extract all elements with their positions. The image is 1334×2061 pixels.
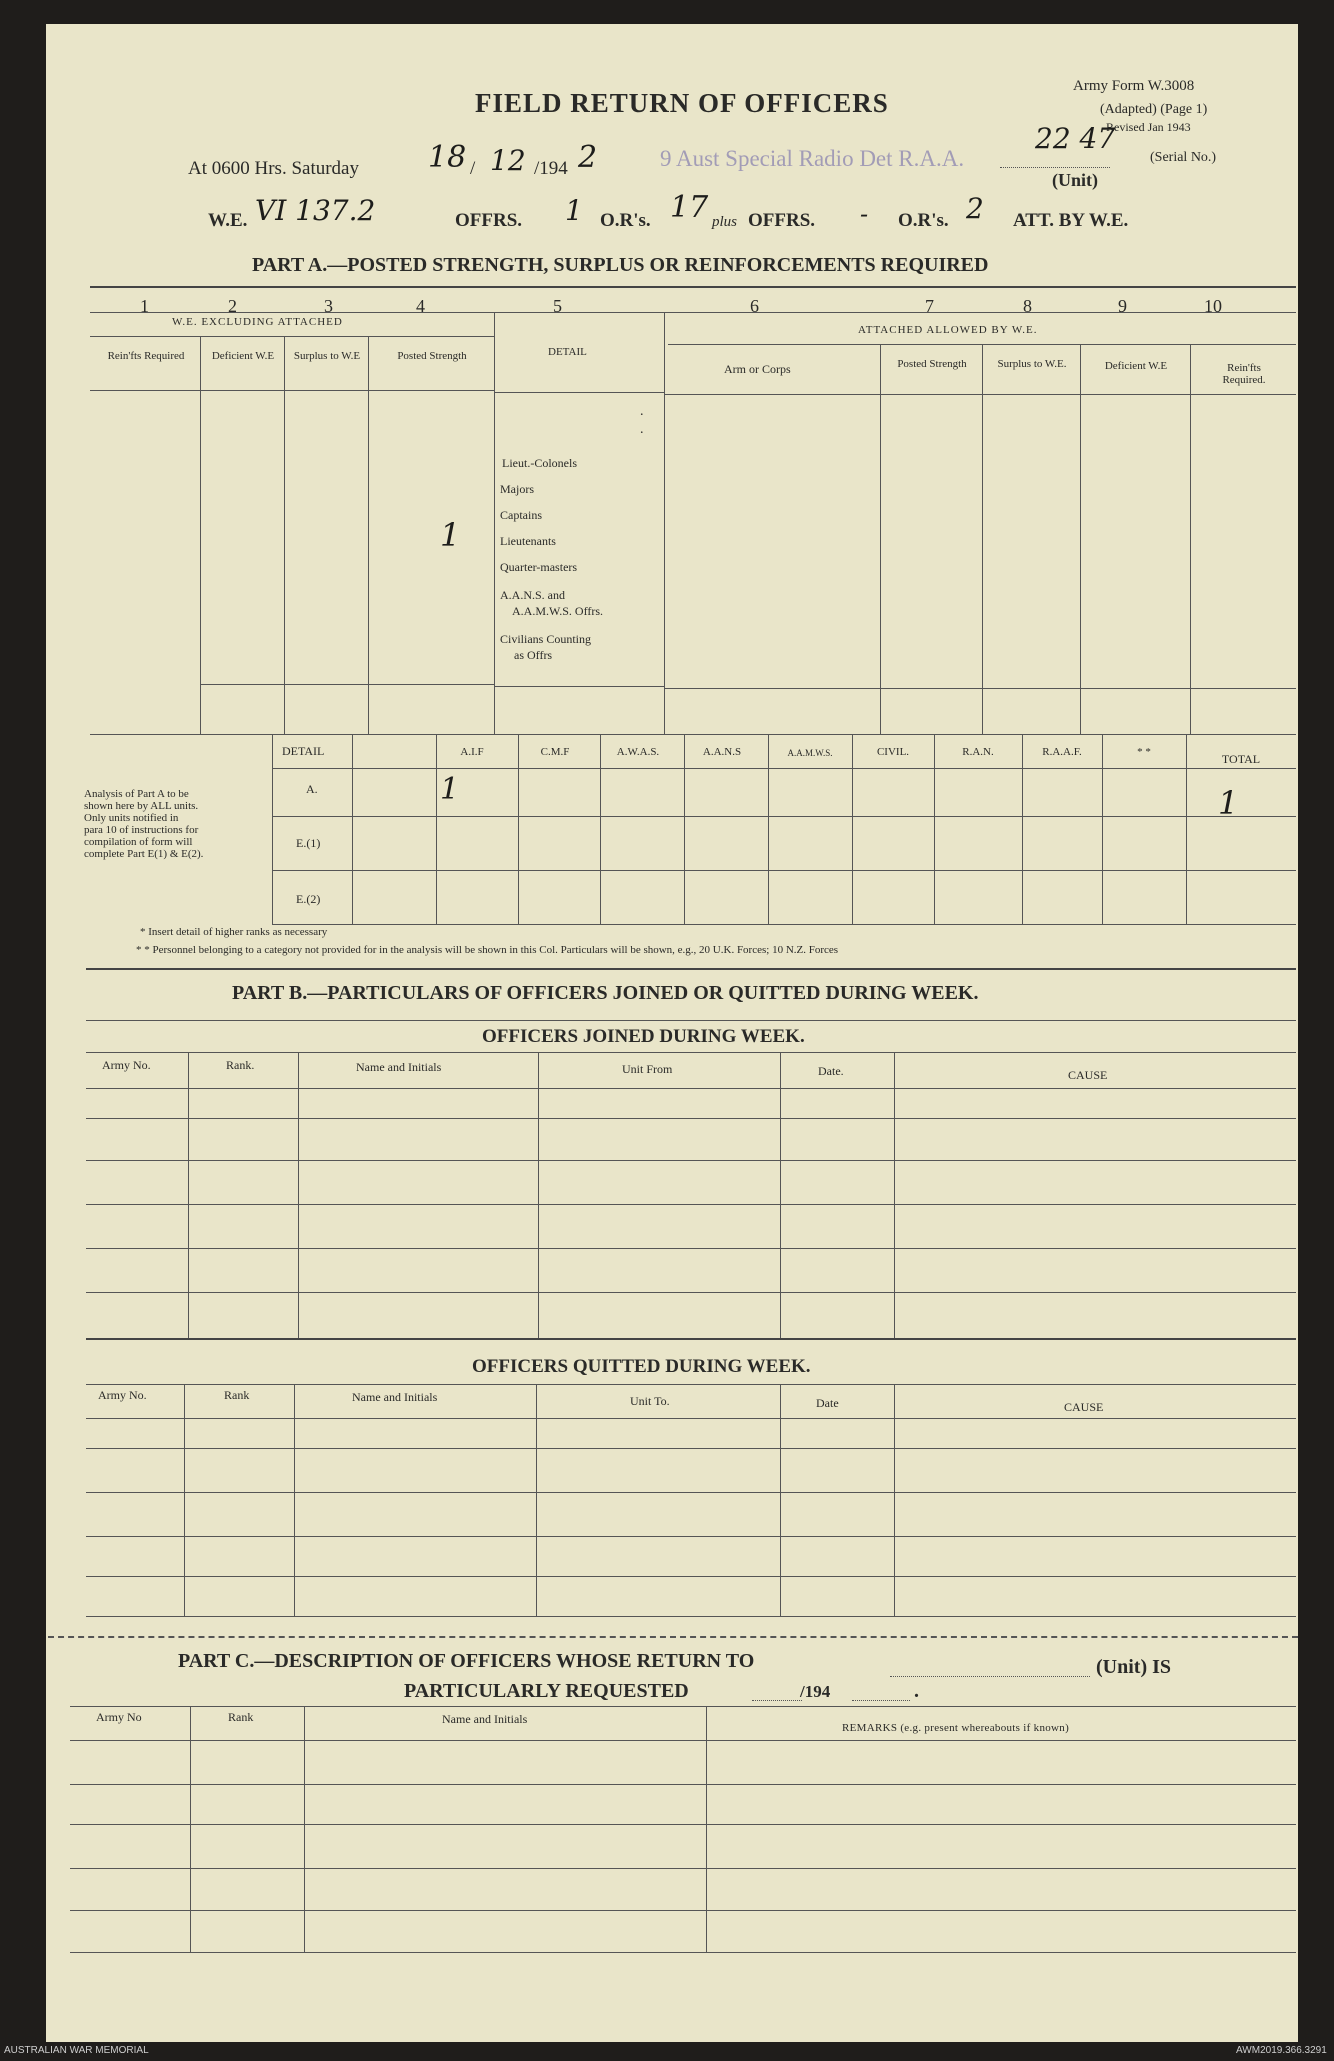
- c-remarks-header: REMARKS (e.g. present whereabouts if known): [842, 1722, 1070, 1734]
- form-id: Army Form W.3008: [1073, 78, 1195, 94]
- c-rank-header: Rank: [228, 1710, 254, 1724]
- analysis-note: Analysis of Part A to be shown here by ALL units. Only units notified in para 10 of instructions for compilation of form will complete Part E(1) & E(2).: [84, 788, 204, 860]
- date-year-prefix: /194: [534, 158, 568, 179]
- total-count: 1: [1218, 784, 1239, 822]
- col-total: TOTAL: [1221, 752, 1261, 766]
- part-b-title: PART B.—PARTICULARS OF OFFICERS JOINED OR QUITTED DURING WEEK.: [232, 982, 979, 1004]
- quitted-name-header: Name and Initials: [352, 1390, 438, 1404]
- aif-count: 1: [440, 772, 460, 807]
- rank-lieutenants: Lieutenants: [500, 534, 556, 548]
- part-a-title: PART A.—POSTED STRENGTH, SURPLUS OR REINFORCEMENTS REQUIRED: [252, 254, 989, 276]
- joined-unit-from-header: Unit From: [622, 1062, 673, 1076]
- rank-captains: Captains: [500, 508, 542, 522]
- col-number: 8: [1023, 296, 1032, 316]
- rank-aamws: A.A.M.W.S. Offrs.: [512, 604, 604, 618]
- c-army-no-header: Army No: [96, 1710, 142, 1724]
- surplus2-header: Surplus to W.E.: [997, 358, 1067, 370]
- row-e1: E.(1): [296, 836, 321, 850]
- part-c-requested: PARTICULARLY REQUESTED: [404, 1680, 689, 1702]
- quitted-rank-header: Rank: [224, 1388, 250, 1402]
- rank-lt-colonels: Lieut.-Colonels: [502, 456, 577, 470]
- deficient2-header: Deficient W.E: [1104, 360, 1168, 372]
- we-excl-header: W.E. EXCLUDING ATTACHED: [172, 316, 343, 328]
- plus-ors-value: 2: [966, 192, 984, 225]
- unit-label: (Unit): [1052, 170, 1098, 190]
- att-label: ATT. BY W.E.: [1013, 210, 1129, 231]
- ors-value: 17: [670, 190, 709, 225]
- joined-rank-header: Rank.: [226, 1058, 255, 1072]
- col-number: 2: [228, 296, 237, 316]
- lieutenants-posted: 1: [440, 516, 461, 554]
- col-number: 5: [553, 296, 562, 316]
- ors-label: O.R's.: [600, 210, 651, 231]
- arm-corps-header: Arm or Corps: [724, 362, 791, 376]
- col-civil: CIVIL.: [876, 746, 910, 758]
- plus-offrs-value: -: [860, 200, 869, 228]
- quitted-unit-to-header: Unit To.: [630, 1394, 670, 1408]
- we-label: W.E.: [208, 210, 248, 231]
- col-aif: A.I.F: [460, 746, 484, 758]
- col-awas: A.W.A.S.: [616, 746, 660, 758]
- quitted-cause-header: CAUSE: [1064, 1400, 1104, 1414]
- rank-aans: A.A.N.S. and: [500, 588, 565, 602]
- col-number: 7: [925, 296, 934, 316]
- date-year-hw: 2: [578, 140, 598, 175]
- reinfts2-header: Rein'fts Required.: [1222, 362, 1266, 386]
- footnote-1: * Insert detail of higher ranks as necessary: [140, 926, 328, 938]
- unit-stamp: 9 Aust Special Radio Det R.A.A.: [660, 146, 965, 171]
- offrs-value: 1: [565, 194, 583, 227]
- surplus-header: Surplus to W.E: [293, 350, 361, 362]
- col-number: 3: [324, 296, 333, 316]
- quitted-army-no-header: Army No.: [98, 1388, 147, 1402]
- form-title: FIELD RETURN OF OFFICERS: [475, 88, 889, 118]
- posted2-header: Posted Strength: [897, 358, 967, 370]
- col-aamws: A.A.M.W.S.: [787, 748, 833, 758]
- plus-offrs-label: OFFRS.: [748, 210, 816, 231]
- col-other: * *: [1137, 746, 1151, 758]
- detail-header: DETAIL: [548, 346, 587, 358]
- joined-title: OFFICERS JOINED DURING WEEK.: [482, 1026, 805, 1047]
- at-hrs-label: At 0600 Hrs. Saturday: [188, 158, 359, 179]
- offrs-label: OFFRS.: [455, 210, 523, 231]
- form-revised: Revised Jan 1943: [1106, 120, 1191, 134]
- col-cmf: C.M.F: [540, 746, 570, 758]
- col-number: 6: [750, 296, 759, 316]
- rank-civilians-2: as Offrs: [514, 648, 553, 662]
- reinfts-header: Rein'fts Required: [107, 350, 185, 362]
- quitted-title: OFFICERS QUITTED DURING WEEK.: [472, 1356, 811, 1377]
- deficient-header: Deficient W.E: [211, 350, 275, 362]
- row-a: A.: [306, 782, 318, 796]
- joined-date-header: Date.: [818, 1064, 844, 1078]
- date-month: 12: [490, 144, 526, 177]
- form-adapted: (Adapted) (Page 1): [1100, 102, 1208, 117]
- serial-number: 22 47: [1035, 122, 1116, 155]
- rank-quartermasters: Quarter-masters: [500, 560, 578, 574]
- att-allowed-header: ATTACHED ALLOWED BY W.E.: [858, 324, 1038, 336]
- col-number: 4: [416, 296, 425, 316]
- rank-majors: Majors: [500, 482, 534, 496]
- analysis-detail-header: DETAIL: [282, 744, 325, 758]
- footnote-2: * * Personnel belonging to a category not provided for in the analysis will be shown in this Col. Particulars will be shown, e.g., 20 U.K. Forces; 10 N.Z. Forces: [136, 944, 839, 956]
- col-number: 10: [1204, 296, 1222, 316]
- col-number: 9: [1118, 296, 1127, 316]
- joined-name-header: Name and Initials: [356, 1060, 442, 1074]
- col-aans: A.A.N.S: [702, 746, 742, 758]
- footer-source: AUSTRALIAN WAR MEMORIAL: [4, 2045, 149, 2056]
- we-value: VI 137.2: [255, 194, 376, 227]
- part-c-date: /194: [800, 1682, 831, 1701]
- c-name-header: Name and Initials: [442, 1712, 528, 1726]
- quitted-date-header: Date: [816, 1396, 839, 1410]
- footer-accession: AWM2019.366.3291: [1236, 2045, 1327, 2056]
- row-e2: E.(2): [296, 892, 321, 906]
- joined-army-no-header: Army No.: [102, 1058, 151, 1072]
- plus-label: plus: [712, 214, 738, 230]
- col-raaf: R.A.A.F.: [1042, 746, 1082, 758]
- joined-cause-header: CAUSE: [1068, 1068, 1108, 1082]
- col-number: 1: [140, 296, 149, 316]
- plus-ors-label: O.R's.: [898, 210, 949, 231]
- rank-civilians: Civilians Counting: [500, 632, 592, 646]
- part-c-unit-label: (Unit) IS: [1096, 1656, 1172, 1678]
- part-c-title: PART C.—DESCRIPTION OF OFFICERS WHOSE RETURN TO: [178, 1650, 755, 1672]
- col-ran: R.A.N.: [962, 746, 994, 758]
- date-day: 18: [428, 140, 467, 175]
- posted-header: Posted Strength: [397, 350, 467, 362]
- serial-label: (Serial No.): [1150, 150, 1217, 165]
